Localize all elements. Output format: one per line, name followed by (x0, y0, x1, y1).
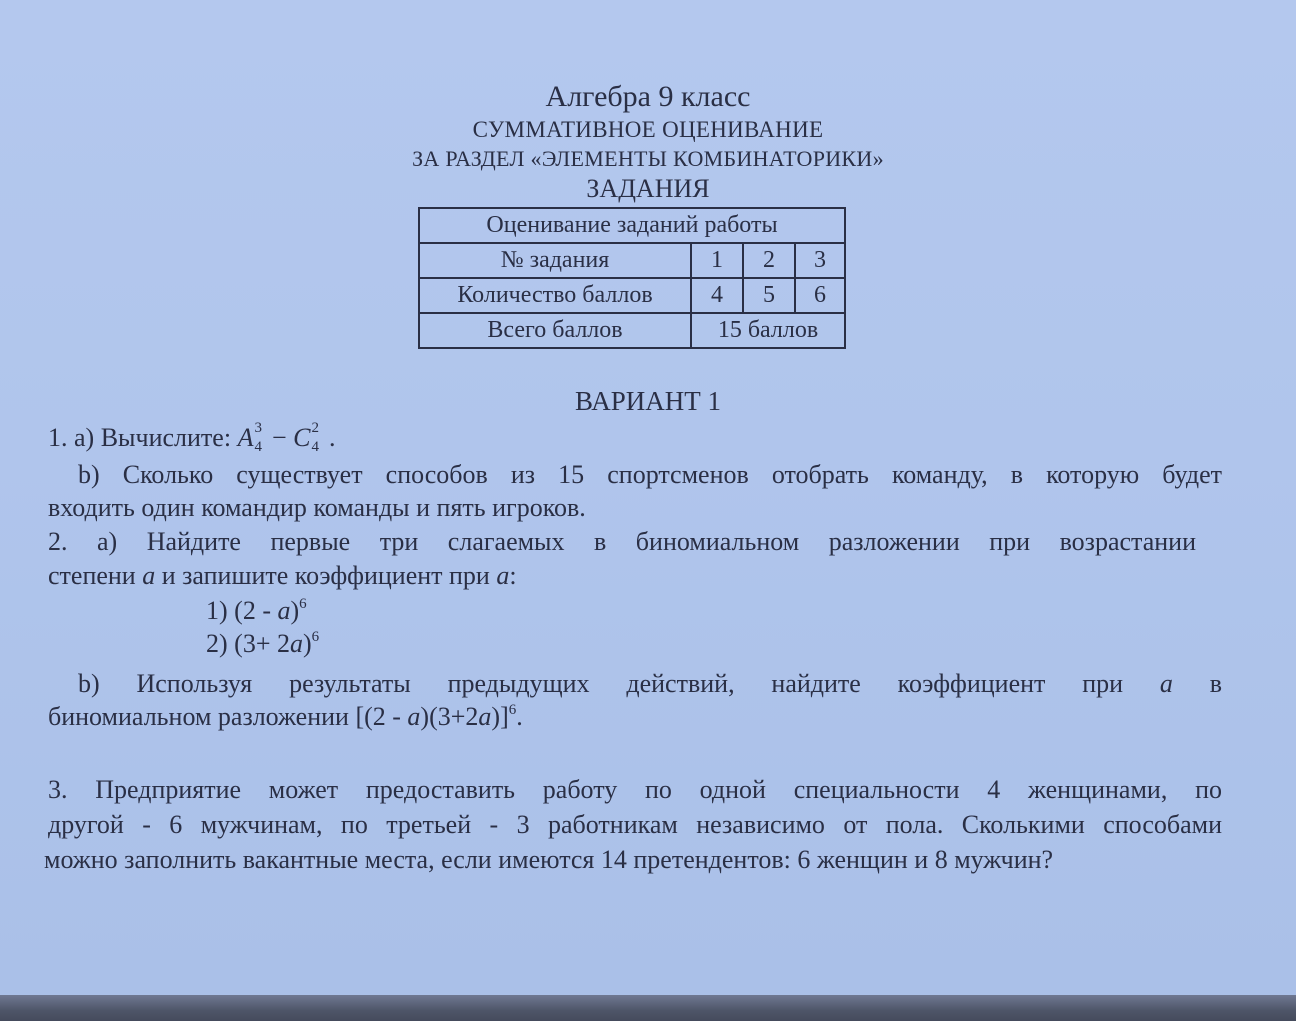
task-1a (48, 422, 335, 454)
section-heading: ЗА РАЗДЕЛ «ЭЛЕМЕНТЫ КОМБИНАТОРИКИ» (412, 146, 884, 171)
points-cell: 4 (691, 278, 743, 313)
task-2b-line-2 (48, 701, 523, 733)
text: b) Используя результаты предыдущих действий, найдите коэффициент при (78, 669, 1160, 698)
table-caption: Оценивание заданий работы (419, 208, 845, 243)
text: : (509, 561, 517, 590)
text: ) (302, 629, 312, 658)
variable-a: a (407, 702, 421, 731)
variable-a: a (478, 702, 492, 731)
points-cell: 5 (743, 278, 795, 313)
combination-indices (310, 420, 322, 455)
text: 2) (3+ 2 (206, 629, 290, 658)
points-cell: 6 (795, 278, 845, 313)
superscript: 3 (254, 420, 262, 436)
exponent: 6 (299, 596, 307, 612)
row-label-task: № задания (419, 243, 691, 278)
grading-table (418, 207, 846, 349)
task-2b-line-1 (78, 668, 1222, 700)
text: . (516, 702, 523, 731)
table-row (419, 208, 845, 243)
text: 1) (2 - (206, 596, 278, 625)
text: в (1172, 669, 1223, 698)
text: и запишите коэффициент при (155, 561, 497, 590)
text: ) (290, 596, 300, 625)
row-label-points: Количество баллов (419, 278, 691, 313)
task-2a-item-1 (206, 595, 307, 627)
variable-a: a (277, 596, 291, 625)
variable-a: a (496, 561, 510, 590)
permutation-indices (253, 420, 265, 455)
task-1a-text: 1. а) Вычислите: (48, 423, 238, 452)
permutation-symbol: A (237, 423, 254, 452)
subscript: 4 (254, 439, 262, 455)
task-number-cell: 3 (795, 243, 845, 278)
task-3-line-3: можно заполнить вакантные места, если имеются 14 претендентов: 6 женщин и 8 мужчин? (44, 845, 1054, 874)
variable-a: a (1159, 669, 1173, 698)
exponent: 6 (311, 629, 320, 645)
task-3-line-1: 3. Предприятие может предоставить работу по одной специальности 4 женщинами, по (48, 775, 1222, 804)
minus-sign: − (265, 423, 294, 452)
variant-heading: ВАРИАНТ 1 (574, 386, 722, 416)
assessment-heading: СУММАТИВНОЕ ОЦЕНИВАНИЕ (472, 117, 824, 142)
text: степени (48, 561, 143, 590)
table-row (419, 243, 845, 278)
period: . (322, 423, 336, 452)
table-row (419, 313, 845, 348)
task-3-line-2: другой - 6 мужчинам, по третьей - 3 работникам независимо от пола. Сколькими способами (48, 810, 1222, 839)
variable-a: a (289, 629, 303, 658)
tasks-heading: ЗАДАНИЯ (586, 174, 710, 203)
task-2a-item-2 (206, 628, 319, 660)
page-title: Алгебра 9 класс (545, 80, 751, 113)
task-2a-line-2 (48, 560, 517, 592)
total-points-cell: 15 баллов (691, 313, 845, 348)
superscript: 2 (311, 420, 319, 436)
desk-edge (0, 995, 1296, 1021)
task-number-cell: 1 (691, 243, 743, 278)
subscript: 4 (311, 439, 319, 455)
row-label-total: Всего баллов (419, 313, 691, 348)
exponent: 6 (508, 702, 517, 718)
text: )(3+2 (420, 702, 479, 731)
text: )] (491, 702, 509, 731)
task-2a-line-1: 2. а) Найдите первые три слагаемых в биномиальном разложении при возрастании (48, 527, 1196, 556)
task-number-cell: 2 (743, 243, 795, 278)
task-1b-line-2: входить один командир команды и пять игроков. (48, 493, 586, 522)
table-row (419, 278, 845, 313)
combination-symbol: C (293, 423, 311, 452)
variable-a: a (142, 561, 156, 590)
text: биномиальном разложении [(2 - (48, 702, 408, 731)
task-1b-line-1: b) Сколько существует способов из 15 спортсменов отобрать команду, в которую будет (78, 460, 1222, 489)
